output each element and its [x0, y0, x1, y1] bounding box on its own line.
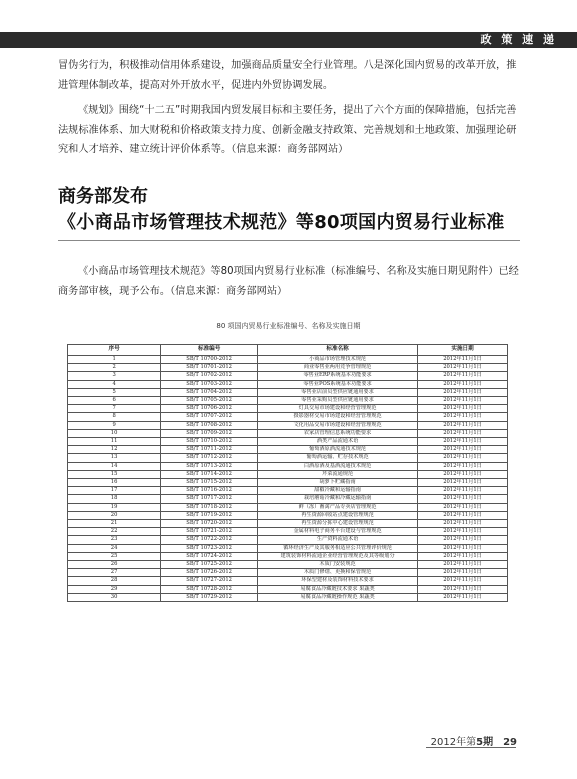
table-cell: SB/T 10716-2012 — [161, 487, 258, 495]
table-body — [68, 356, 508, 602]
table-cell: SB/T 10711-2012 — [161, 446, 258, 454]
table-cell: 2012年11月1日 — [418, 569, 508, 577]
table-cell: 2012年11月1日 — [418, 479, 508, 487]
table-row — [68, 397, 508, 405]
table-cell: 17 — [68, 487, 161, 495]
table-cell: 9 — [68, 421, 161, 429]
table-cell: 20 — [68, 511, 161, 519]
table-cell: 2012年11月1日 — [418, 593, 508, 601]
table-cell: SB/T 10704-2012 — [161, 388, 258, 396]
table-cell: 芹菜流通规范 — [258, 470, 418, 478]
table-cell: 13 — [68, 454, 161, 462]
table-cell: 21 — [68, 520, 161, 528]
table-cell: SB/T 10723-2012 — [161, 544, 258, 552]
table-cell: 1 — [68, 356, 161, 364]
table-cell: 白酒原酒及基酒流通技术规范 — [258, 462, 418, 470]
table-row — [68, 536, 508, 544]
table-cell: 2012年11月1日 — [418, 438, 508, 446]
table-cell: 2012年11月1日 — [418, 356, 508, 364]
table-cell: 2012年11月1日 — [418, 380, 508, 388]
table-cell: 农家店管理信息系统功能要求 — [258, 429, 418, 437]
table-row — [68, 503, 508, 511]
table-cell: 建筑装饰材料流通企业经营管理规范及其等级划分 — [258, 552, 418, 560]
article-intro: 《小商品市场管理技术规范》等80项国内贸易行业标准（标准编号、名称及实施日期见附件）已经商务部审核，现予公布。（信息来源：商务部网站） — [58, 266, 519, 297]
table-cell: 11 — [68, 438, 161, 446]
table-cell: 30 — [68, 593, 161, 601]
table-cell: 2012年11月1日 — [418, 421, 508, 429]
table-cell: 15 — [68, 470, 161, 478]
column-header: 标准名称 — [258, 345, 418, 356]
table-cell: 2012年11月1日 — [418, 536, 508, 544]
table-cell: 2012年11月1日 — [418, 528, 508, 536]
table-cell: SB/T 10719-2012 — [161, 511, 258, 519]
table-row — [68, 495, 508, 503]
table-cell: SB/T 10714-2012 — [161, 470, 258, 478]
table-cell: SB/T 10722-2012 — [161, 536, 258, 544]
table-cell: SB/T 10703-2012 — [161, 380, 258, 388]
table-row — [68, 520, 508, 528]
table-cell: 零售业ERP系统基本功能要求 — [258, 372, 418, 380]
table-cell: SB/T 10705-2012 — [161, 397, 258, 405]
table-cell: 2012年11月1日 — [418, 544, 508, 552]
table-cell: 19 — [68, 503, 161, 511]
table-cell: 10 — [68, 429, 161, 437]
table-cell: SB/T 10708-2012 — [161, 421, 258, 429]
table-cell: SB/T 10729-2012 — [161, 593, 258, 601]
table-row — [68, 569, 508, 577]
footer-rule — [426, 747, 516, 748]
table-cell: 27 — [68, 569, 161, 577]
table-cell: 易腐食品冷藏链操作规范 果蔬类 — [258, 593, 418, 601]
table-cell: 2012年11月1日 — [418, 520, 508, 528]
table-cell: 2012年11月1日 — [418, 552, 508, 560]
table-row — [68, 528, 508, 536]
table-cell: SB/T 10720-2012 — [161, 520, 258, 528]
table-cell: 16 — [68, 479, 161, 487]
table-cell: 再生资源分拣中心建设管理规范 — [258, 520, 418, 528]
table-cell: SB/T 10715-2012 — [161, 479, 258, 487]
table-cell: 零售业店前员型供应链通用要求 — [258, 388, 418, 396]
table-cell: 零售业POS系统基本功能要求 — [258, 380, 418, 388]
table-cell: 14 — [68, 462, 161, 470]
table-cell: 环保型建材及装饰材料技术要求 — [258, 577, 418, 585]
table-cell: 18 — [68, 495, 161, 503]
page-footer — [431, 733, 517, 748]
table-cell: SB/T 10706-2012 — [161, 405, 258, 413]
table-caption: 80 项国内贸易行业标准编号、名称及实施日期 — [216, 322, 361, 330]
table-cell: 4 — [68, 380, 161, 388]
table-cell: 2012年11月1日 — [418, 372, 508, 380]
section-header-bar — [0, 32, 577, 48]
article-title-line2: 《小商品市场管理技术规范》等80项国内贸易行业标准 — [58, 212, 505, 233]
table-cell: 6 — [68, 397, 161, 405]
table-row — [68, 405, 508, 413]
page-number: 29 — [503, 737, 517, 748]
table-row — [68, 593, 508, 601]
body-paragraph-2: 《规划》围绕“十二五”时期我国内贸发展目标和主要任务，提出了六个方面的保障措施，包括完善法规标准体系、加大财税和价格政策支持力度、创新金融支持政策、完善规划和土地政策、加强理论研究和人才培养、建立统计评价体系等。（信息来源：商务部网站） — [58, 105, 517, 155]
table-row — [68, 438, 508, 446]
table-cell: 2012年11月1日 — [418, 577, 508, 585]
table-cell: 5 — [68, 388, 161, 396]
column-header: 标准编号 — [161, 345, 258, 356]
table-cell: SB/T 10727-2012 — [161, 577, 258, 585]
table-cell: 商业零售业两用竞争管理规范 — [258, 364, 418, 372]
table-cell: 金属材料电子商务平台建设与管理规范 — [258, 528, 418, 536]
table-cell: 循环经济生产及其服务相适应公共管理评价规范 — [258, 544, 418, 552]
table-row — [68, 544, 508, 552]
table-cell: SB/T 10718-2012 — [161, 503, 258, 511]
table-cell: 文化用品交易市场建设和经营管理规范 — [258, 421, 418, 429]
table-cell: 小商品市场管理技术规范 — [258, 356, 418, 364]
table-cell: SB/T 10726-2012 — [161, 569, 258, 577]
table-cell: 栽培蘑菇冷藏和冷藏运输指南 — [258, 495, 418, 503]
table-row — [68, 446, 508, 454]
table-cell: 2012年11月1日 — [418, 511, 508, 519]
table-row — [68, 356, 508, 364]
table-row — [68, 577, 508, 585]
table-cell: 2012年11月1日 — [418, 462, 508, 470]
table-cell: 酒类产品流通术语 — [258, 438, 418, 446]
table-cell: SB/T 10700-2012 — [161, 356, 258, 364]
table-cell: 7 — [68, 405, 161, 413]
table-cell: 摄影器材交易市场建设和经营管理规范 — [258, 413, 418, 421]
table-row — [68, 454, 508, 462]
table-cell: SB/T 10702-2012 — [161, 372, 258, 380]
table-cell: SB/T 10709-2012 — [161, 429, 258, 437]
table-cell: 甜椒冷藏和运输指南 — [258, 487, 418, 495]
table-cell: 鲜（冻）畜禽产品专卖店管理规范 — [258, 503, 418, 511]
table-cell: 2012年11月1日 — [418, 495, 508, 503]
table-cell: SB/T 10712-2012 — [161, 454, 258, 462]
table-cell: SB/T 10707-2012 — [161, 413, 258, 421]
table-cell: 葡萄酒原酒流通技术规范 — [258, 446, 418, 454]
table-row — [68, 470, 508, 478]
issue-year: 2012年第 — [430, 737, 477, 748]
table-cell: 2012年11月1日 — [418, 585, 508, 593]
table-cell: SB/T 10701-2012 — [161, 364, 258, 372]
table-cell: 26 — [68, 561, 161, 569]
table-cell: 28 — [68, 577, 161, 585]
table-cell: SB/T 10713-2012 — [161, 462, 258, 470]
table-cell: 葡萄酒运输、贮存技术规范 — [258, 454, 418, 462]
table-cell: 胡萝卜贮藏指南 — [258, 479, 418, 487]
table-row — [68, 388, 508, 396]
table-row — [68, 462, 508, 470]
table-cell: 易腐食品冷藏链技术要求 果蔬类 — [258, 585, 418, 593]
table-cell: SB/T 10725-2012 — [161, 561, 258, 569]
issue-number: 5期 — [476, 737, 494, 748]
table-cell: 灯具交易市场建设和经营管理规范 — [258, 405, 418, 413]
body-paragraph-1: 冒伪劣行为，积极推动信用体系建设，加强商品质量安全行业管理。八是深化国内贸易的改革开放，推进管理体制改革，提高对外开放水平，促进内外贸协调发展。 — [58, 60, 517, 91]
table-cell: 2012年11月1日 — [418, 487, 508, 495]
table-cell: 2012年11月1日 — [418, 429, 508, 437]
standards-table — [67, 344, 508, 602]
table-cell: 2012年11月1日 — [418, 364, 508, 372]
table-cell: 再生资源回收站点建设管理规范 — [258, 511, 418, 519]
table-cell: 8 — [68, 413, 161, 421]
column-header: 序号 — [68, 345, 161, 356]
table-cell: SB/T 10710-2012 — [161, 438, 258, 446]
table-cell: 生产资料流通术语 — [258, 536, 418, 544]
table-cell: 2012年11月1日 — [418, 388, 508, 396]
table-row — [68, 413, 508, 421]
table-cell: 2012年11月1日 — [418, 405, 508, 413]
table-cell: SB/T 10717-2012 — [161, 495, 258, 503]
article-title-line1: 商务部发布 — [58, 186, 148, 207]
table-cell: 2 — [68, 364, 161, 372]
table-row — [68, 479, 508, 487]
table-cell: 2012年11月1日 — [418, 503, 508, 511]
table-row — [68, 380, 508, 388]
section-title: 政 策 速 递 — [480, 33, 557, 46]
table-row — [68, 511, 508, 519]
table-cell: SB/T 10721-2012 — [161, 528, 258, 536]
table-cell: 12 — [68, 446, 161, 454]
table-cell: 2012年11月1日 — [418, 454, 508, 462]
title-divider — [58, 240, 520, 241]
table-cell: 2012年11月1日 — [418, 561, 508, 569]
table-cell: 24 — [68, 544, 161, 552]
table-cell: 零售业采购员型供应链通用要求 — [258, 397, 418, 405]
table-cell: 2012年11月1日 — [418, 397, 508, 405]
table-row — [68, 552, 508, 560]
table-cell: 29 — [68, 585, 161, 593]
table-cell: 22 — [68, 528, 161, 536]
table-row — [68, 421, 508, 429]
table-cell: 2012年11月1日 — [418, 446, 508, 454]
table-row — [68, 561, 508, 569]
table-row — [68, 429, 508, 437]
table-cell: 3 — [68, 372, 161, 380]
table-cell: 2012年11月1日 — [418, 470, 508, 478]
table-cell: 2012年11月1日 — [418, 413, 508, 421]
column-header: 实施日期 — [418, 345, 508, 356]
table-header-row — [68, 345, 508, 356]
table-row — [68, 364, 508, 372]
table-cell: 25 — [68, 552, 161, 560]
table-cell: 木质门修缮、更换和保管规范 — [258, 569, 418, 577]
table-cell: 木质门安装规范 — [258, 561, 418, 569]
table-row — [68, 487, 508, 495]
table-row — [68, 585, 508, 593]
table-cell: SB/T 10728-2012 — [161, 585, 258, 593]
table-row — [68, 372, 508, 380]
table-cell: SB/T 10724-2012 — [161, 552, 258, 560]
table-cell: 23 — [68, 536, 161, 544]
